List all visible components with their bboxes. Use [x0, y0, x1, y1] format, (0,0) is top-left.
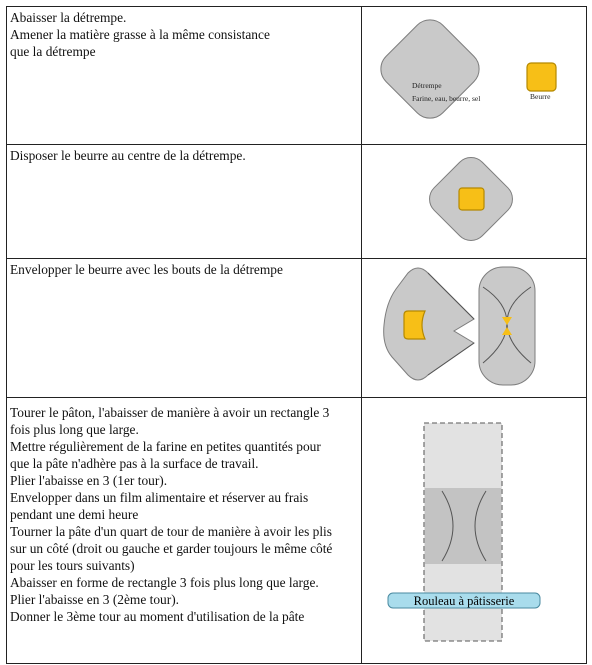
step-line: Mettre régulièrement de la farine en petites quantités pour	[10, 439, 321, 454]
figure-butter-centered	[362, 145, 587, 258]
procedure-table	[6, 6, 587, 664]
step-text	[7, 259, 362, 398]
step-line: fois plus long que large.	[10, 422, 139, 437]
step-line: pendant une demi heure	[10, 507, 139, 522]
step-text	[7, 398, 362, 664]
table-row	[7, 398, 587, 664]
step-figure-cell	[362, 259, 587, 398]
step-line: Plier l'abaisse en 3 (1er tour).	[10, 473, 168, 488]
step-line: que la pâte n'adhère pas à la surface de travail.	[10, 456, 259, 471]
detrempe-folded-left	[384, 268, 474, 380]
step-line: Donner le 3ème tour au moment d'utilisation de la pâte	[10, 609, 305, 624]
step-figure-cell	[362, 7, 587, 145]
step-line: Abaisser en forme de rectangle 3 fois plus long que large.	[10, 575, 319, 590]
figure-wrap-butter	[362, 259, 587, 397]
step-line: Abaisser la détrempe.	[10, 10, 127, 25]
label-beurre: Beurre	[530, 92, 551, 101]
table-row	[7, 7, 587, 145]
table-row	[7, 259, 587, 398]
step-text	[7, 7, 362, 145]
figure-tourage	[362, 398, 587, 663]
label-detrempe: Détrempe	[412, 81, 442, 90]
label-rouleau: Rouleau à pâtisserie	[413, 594, 515, 608]
folded-section	[425, 488, 501, 564]
butter-square	[459, 188, 484, 210]
step-line: Envelopper le beurre avec les bouts de la détrempe	[10, 262, 283, 277]
step-line: Amener la matière grasse à la même consistance	[10, 27, 270, 42]
butter-square	[527, 63, 556, 91]
butter-square	[404, 311, 425, 339]
label-ingredients: Farine, eau, beurre, sel	[412, 94, 481, 103]
step-line: sur un côté (droit ou gauche et garder toujours le même côté	[10, 541, 333, 556]
step-text	[7, 145, 362, 259]
step-line: que la détrempe	[10, 44, 96, 59]
table-row	[7, 145, 587, 259]
figure-detrempe-and-butter	[362, 7, 587, 144]
step-figure-cell	[362, 398, 587, 664]
step-line: Plier l'abaisse en 3 (2ème tour).	[10, 592, 179, 607]
step-line: Tourer le pâton, l'abaisser de manière à avoir un rectangle 3	[10, 405, 330, 420]
detrempe-diamond	[373, 12, 486, 125]
step-line: Envelopper dans un film alimentaire et réserver au frais	[10, 490, 309, 505]
step-figure-cell	[362, 145, 587, 259]
step-line: Disposer le beurre au centre de la détrempe.	[10, 148, 246, 163]
step-line: pour les tours suivants)	[10, 558, 135, 573]
step-line: Tourner la pâte d'un quart de tour de manière à avoir les plis	[10, 524, 332, 539]
